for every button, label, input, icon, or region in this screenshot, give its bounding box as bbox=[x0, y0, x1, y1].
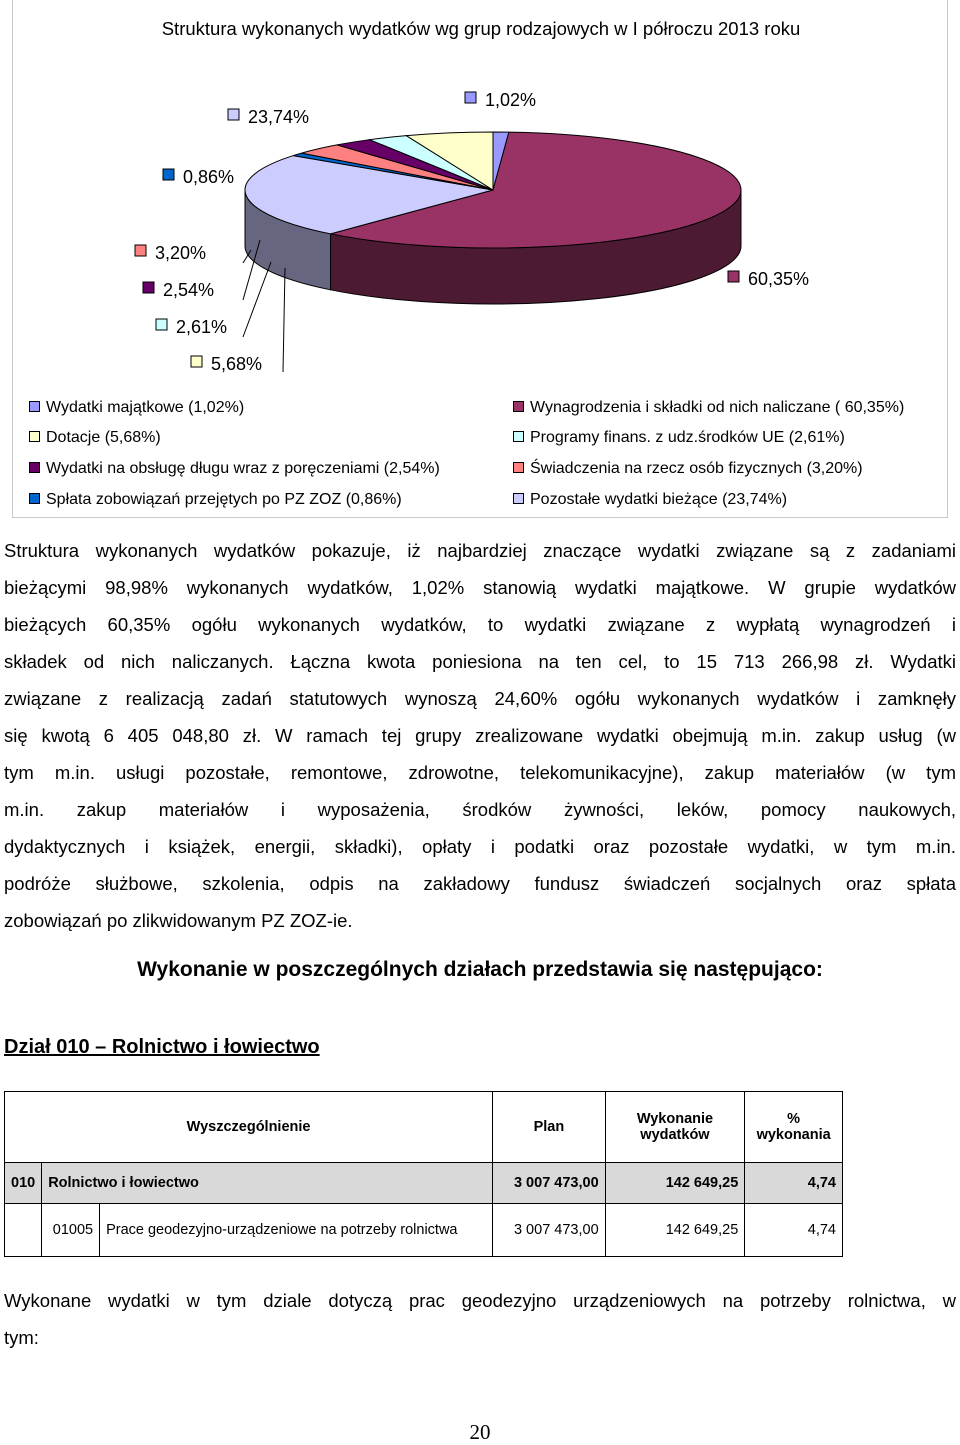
chart-area bbox=[12, 0, 948, 518]
data-label: 2,54% bbox=[163, 280, 215, 300]
legend-label: Pozostałe wydatki bieżące (23,74%) bbox=[530, 491, 788, 508]
legend-item-wynagrodzenia bbox=[513, 398, 904, 418]
legend-swatch bbox=[29, 401, 40, 412]
legend-item-pozostale bbox=[513, 490, 787, 510]
data-label: 1,02% bbox=[485, 90, 537, 110]
data-label: 5,68% bbox=[211, 354, 263, 374]
data-label-swatch bbox=[135, 245, 146, 256]
paragraph-line: Wykonane wydatki w tym dziale dotyczą prac geodezyjno urządzeniowych na potrzeby rolnictwa, w bbox=[4, 1290, 956, 1311]
paragraph-line: składek od nich naliczanych. Łączna kwota poniesiona na ten cel, to 15 713 266,98 zł. Wydatki bbox=[4, 651, 956, 672]
legend-item-swiadczenia bbox=[513, 459, 863, 479]
table-row bbox=[5, 1163, 843, 1204]
cell-name: Rolnictwo i łowiectwo bbox=[42, 1163, 493, 1204]
legend-label: Świadczenia na rzecz osób fizycznych (3,20%) bbox=[530, 460, 863, 477]
data-label-swatch bbox=[143, 282, 154, 293]
legend-swatch bbox=[513, 462, 524, 473]
data-label: 0,86% bbox=[183, 167, 235, 187]
legend-label: Wydatki na obsługę długu wraz z poręczeniami (2,54%) bbox=[46, 460, 440, 477]
budget-table bbox=[4, 1091, 843, 1257]
header-wyszczegolnienie: Wyszczególnienie bbox=[5, 1092, 493, 1163]
label-leader-line bbox=[283, 268, 285, 372]
table-header-row bbox=[5, 1092, 843, 1163]
cell-name: Prace geodezyjno-urządzeniowe na potrzeby rolnictwa bbox=[100, 1204, 493, 1257]
paragraph-line: bieżącymi 98,98% wykonanych wydatków, 1,02% stanowią wydatki majątkowe. W grupie wydatków bbox=[4, 577, 956, 598]
data-label-swatch bbox=[465, 92, 476, 103]
cell-pct: 4,74 bbox=[745, 1163, 843, 1204]
section-heading: Wykonanie w poszczególnych działach przedstawia się następująco: bbox=[137, 958, 823, 981]
structure-paragraph bbox=[4, 532, 956, 939]
paragraph-line: związane z realizacją zadań statutowych wynoszą 24,60% ogółu wykonanych wydatków i zamknęły bbox=[4, 688, 956, 709]
legend-swatch bbox=[29, 493, 40, 504]
paragraph-line: m.in. zakup materiałów i wyposażenia, środków żywności, leków, pomocy naukowych, bbox=[4, 799, 956, 820]
paragraph-line: zobowiązań po zlikwidowanym PZ ZOZ-ie. bbox=[4, 910, 353, 931]
legend-label: Wydatki majątkowe (1,02%) bbox=[46, 399, 245, 416]
cell-code bbox=[5, 1204, 42, 1257]
legend-label: Programy finans. z udz.środków UE (2,61%) bbox=[530, 429, 845, 446]
data-label-swatch bbox=[163, 169, 174, 180]
data-label-swatch bbox=[728, 271, 739, 282]
legend-swatch bbox=[29, 462, 40, 473]
paragraph-line: tym: bbox=[4, 1327, 39, 1348]
legend-item-splata bbox=[29, 490, 402, 510]
legend-swatch bbox=[29, 431, 40, 442]
legend-item-dotacje bbox=[29, 428, 161, 448]
paragraph-line: Struktura wykonanych wydatków pokazuje, iż najbardziej znaczące wydatki związane są z zadaniami bbox=[4, 540, 956, 561]
paragraph-line: się kwotą 6 405 048,80 zł. W ramach tej grupy zrealizowane wydatki obejmują m.in. zakup usług (w bbox=[4, 725, 956, 746]
legend-swatch bbox=[513, 431, 524, 442]
cell-code: 010 bbox=[5, 1163, 42, 1204]
header-plan: Plan bbox=[493, 1092, 605, 1163]
legend-swatch bbox=[513, 493, 524, 504]
cell-exec: 142 649,25 bbox=[605, 1163, 745, 1204]
cell-exec: 142 649,25 bbox=[605, 1204, 745, 1257]
paragraph-line: tym m.in. usługi pozostałe, remontowe, zdrowotne, telekomunikacyjne), zakup materiałów (w tym bbox=[4, 762, 956, 783]
cell-pct: 4,74 bbox=[745, 1204, 843, 1257]
header-procent: % wykonania bbox=[745, 1092, 843, 1163]
data-label-swatch bbox=[191, 356, 202, 367]
data-label-swatch bbox=[156, 319, 167, 330]
paragraph-line: podróże służbowe, szkolenia, odpis na zakładowy fundusz świadczeń socjalnych oraz spłata bbox=[4, 873, 956, 894]
chart-title: Struktura wykonanych wydatków wg grup rodzajowych w I półroczu 2013 roku bbox=[161, 18, 801, 39]
page-number: 20 bbox=[469, 1420, 491, 1444]
legend-item-majatkowe bbox=[29, 398, 244, 418]
paragraph-line: dydaktycznych i książek, energii, składki), opłaty i podatki oraz pozostałe wydatki, w tym m.in. bbox=[4, 836, 956, 857]
label-leader-line bbox=[243, 262, 271, 337]
legend-item-programy bbox=[513, 428, 845, 448]
data-label: 60,35% bbox=[748, 269, 810, 289]
dzial-heading: Dział 010 – Rolnictwo i łowiectwo bbox=[4, 1036, 320, 1058]
legend-label: Wynagrodzenia i składki od nich naliczane ( 60,35%) bbox=[530, 399, 905, 416]
table-row bbox=[5, 1204, 843, 1257]
legend-label: Dotacje (5,68%) bbox=[46, 429, 161, 446]
header-wykonanie: Wykonanie wydatków bbox=[605, 1092, 745, 1163]
legend-label: Spłata zobowiązań przejętych po PZ ZOZ (0,86%) bbox=[46, 491, 402, 508]
summary-paragraph bbox=[4, 1282, 956, 1356]
cell-plan: 3 007 473,00 bbox=[493, 1204, 605, 1257]
legend-swatch bbox=[513, 401, 524, 412]
data-label: 2,61% bbox=[176, 317, 228, 337]
cell-plan: 3 007 473,00 bbox=[493, 1163, 605, 1204]
cell-subcode: 01005 bbox=[42, 1204, 100, 1257]
data-label: 23,74% bbox=[248, 107, 310, 127]
data-label-swatch bbox=[228, 109, 239, 120]
paragraph-line: bieżących 60,35% ogółu wykonanych wydatków, to wydatki związane z wypłatą wynagrodzeń i bbox=[4, 614, 956, 635]
legend-item-dlug bbox=[29, 459, 440, 479]
data-label: 3,20% bbox=[155, 243, 207, 263]
